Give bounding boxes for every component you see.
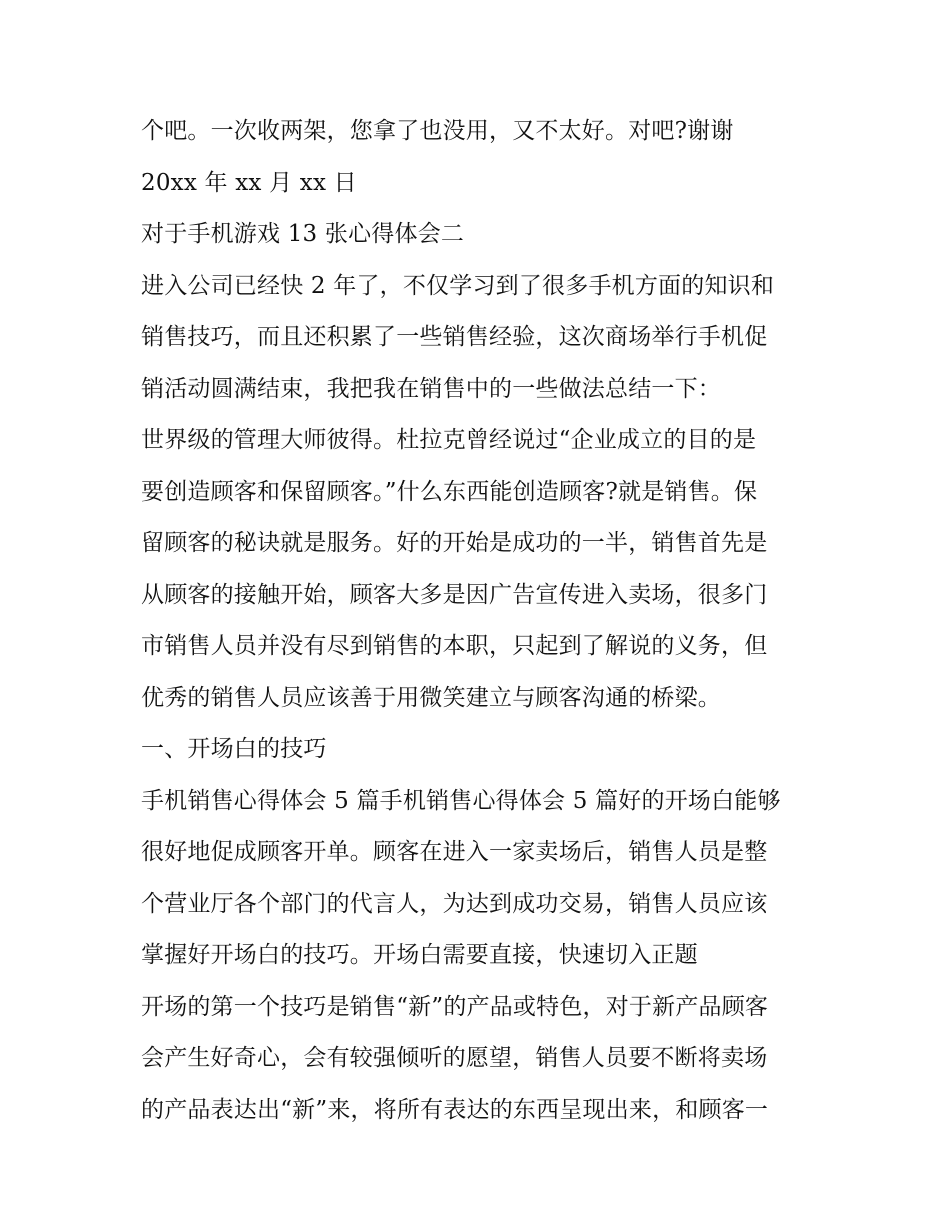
text-line: 进入公司已经快 2 年了，不仅学习到了很多手机方面的知识和 (141, 272, 775, 299)
text-line: 销售技巧，而且还积累了一些销售经验，这次商场举行手机促 (141, 324, 768, 350)
text-line: 从顾客的接触开始，顾客大多是因广告宣传进入卖场，很多门 (141, 581, 768, 608)
text-line: 个吧。一次收两架，您拿了也没用，又不太好。对吧?谢谢 (141, 118, 734, 144)
text-line: 销活动圆满结束，我把我在销售中的一些做法总结一下： (141, 375, 721, 402)
section-heading: 一、开场白的技巧 (141, 736, 327, 762)
text-line: 会产生好奇心，会有较强倾听的愿望，销售人员要不断将卖场 (141, 1045, 768, 1071)
text-line: 世界级的管理大师彼得。杜拉克曾经说过“企业成立的目的是 (141, 427, 757, 453)
text-line: 优秀的销售人员应该善于用微笑建立与顾客沟通的桥梁。 (141, 684, 721, 711)
date-line: 20xx 年 xx 月 xx 日 (141, 169, 357, 196)
section-title: 对于手机游戏 13 张心得体会二 (141, 221, 465, 247)
text-line: 手机销售心得体会 5 篇手机销售心得体会 5 篇好的开场白能够 (141, 787, 781, 814)
text-line: 个营业厅各个部门的代言人，为达到成功交易，销售人员应该 (141, 890, 768, 917)
text-line: 掌握好开场白的技巧。开场白需要直接，快速切入正题 (141, 942, 698, 968)
text-line: 要创造顾客和保留顾客。”什么东西能创造顾客?就是销售。保 (141, 478, 758, 505)
document-body (141, 106, 821, 1136)
text-line: 留顾客的秘诀就是服务。好的开始是成功的一半，销售首先是 (141, 530, 768, 556)
text-line: 很好地促成顾客开单。顾客在进入一家卖场后，销售人员是整 (141, 839, 768, 865)
text-line: 的产品表达出“新”来，将所有表达的东西呈现出来，和顾客一 (141, 1096, 769, 1123)
text-line: 市销售人员并没有尽到销售的本职，只起到了解说的义务，但 (141, 633, 768, 659)
text-line: 开场的第一个技巧是销售“新”的产品或特色，对于新产品顾客 (141, 993, 769, 1020)
